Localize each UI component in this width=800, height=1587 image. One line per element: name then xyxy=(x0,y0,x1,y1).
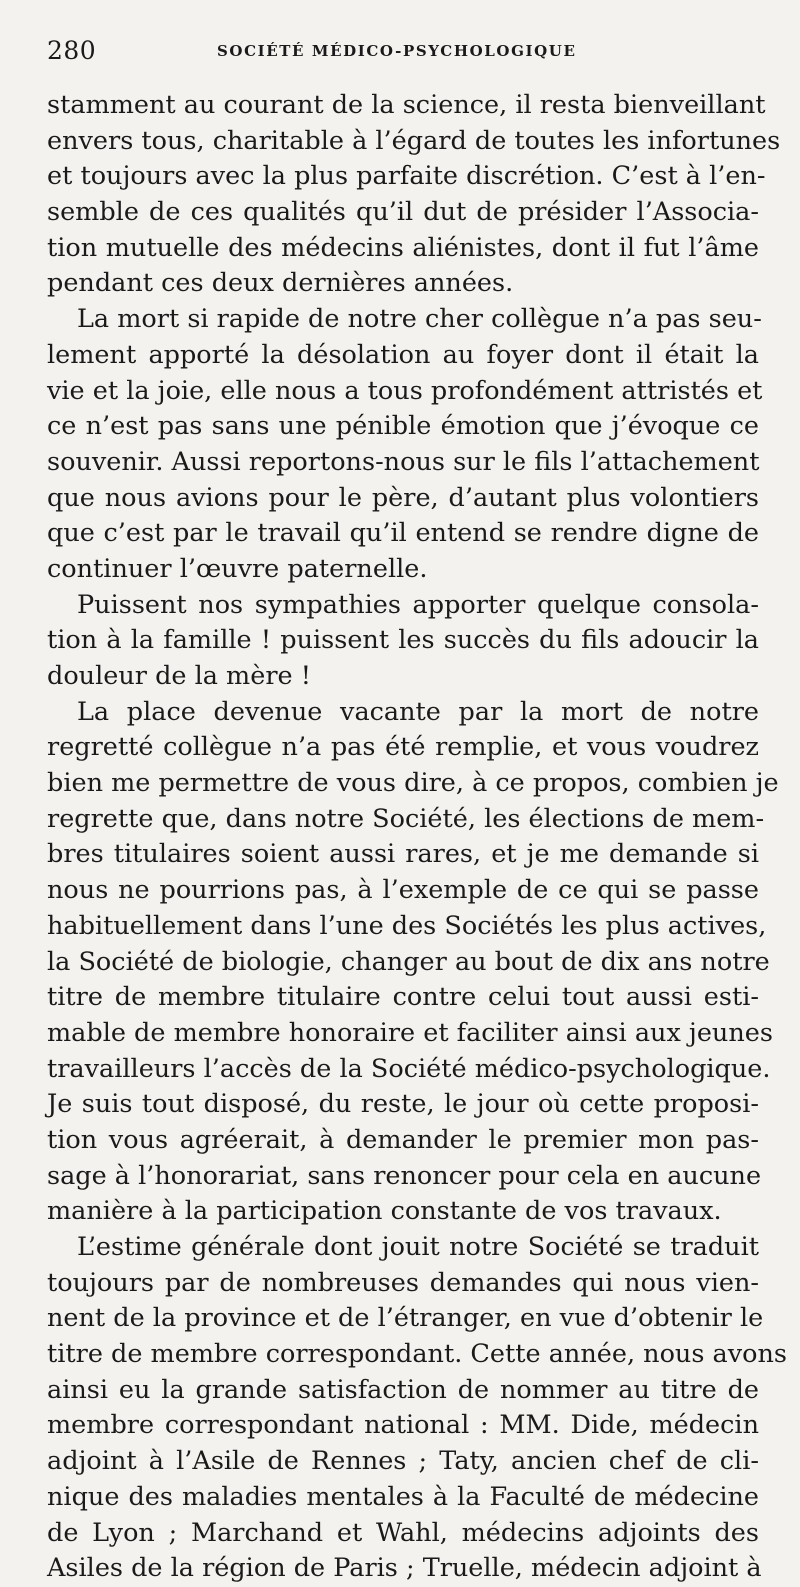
text-line: souvenir. Aussi reportons-nous sur le fils l’attachement xyxy=(47,446,760,477)
text-line: envers tous, charitable à l’égard de toutes les infortunes xyxy=(47,125,781,156)
text-line: travailleurs l’accès de la Société médico-psychologique. xyxy=(47,1053,771,1084)
text-line: pendant ces deux dernières années. xyxy=(47,268,514,299)
text-line: ainsi eu la grande satisfaction de nommer au titre de xyxy=(47,1374,759,1405)
running-head: SOCIÉTÉ MÉDICO-PSYCHOLOGIQUE xyxy=(217,42,577,60)
text-line: ce n’est pas sans une pénible émotion que j’évoque ce xyxy=(47,411,759,442)
text-line: membre correspondant national : MM. Dide, médecin xyxy=(47,1410,759,1441)
text-line: semble de ces qualités qu’il dut de présider l’Associa- xyxy=(47,197,759,228)
text-line: tion vous agréerait, à demander le premier mon pas- xyxy=(47,1124,759,1155)
text-line: adjoint à l’Asile de Rennes ; Taty, ancien chef de cli- xyxy=(47,1446,759,1477)
page-header xyxy=(47,36,760,76)
text-line: La place devenue vacante par la mort de notre xyxy=(77,696,759,727)
text-line: Puissent nos sympathies apporter quelque consola- xyxy=(77,589,759,620)
text-line: titre de membre correspondant. Cette année, nous avons xyxy=(47,1339,788,1370)
text-line: L’estime générale dont jouit notre Société se traduit xyxy=(77,1232,759,1262)
text-line: habituellement dans l’une des Sociétés les plus actives, xyxy=(47,910,767,941)
text-line: la Société de biologie, changer au bout de dix ans notre xyxy=(47,946,770,977)
text-line: Asiles de la région de Paris ; Truelle, médecin adjoint à xyxy=(47,1553,762,1584)
page-number: 280 xyxy=(47,36,97,65)
text-line: nent de la province et de l’étranger, en vue d’obtenir le xyxy=(47,1303,764,1334)
text-line: que c’est par le travail qu’il entend se rendre digne de xyxy=(47,518,759,549)
text-line: titre de membre titulaire contre celui tout aussi esti- xyxy=(47,982,759,1013)
text-line: de Lyon ; Marchand et Wahl, médecins adjoints des xyxy=(47,1517,759,1548)
text-line: manière à la participation constante de vos travaux. xyxy=(47,1196,722,1227)
text-line: douleur de la mère ! xyxy=(47,661,311,691)
text-line: tion mutuelle des médecins aliénistes, dont il fut l’âme xyxy=(47,232,759,263)
text-line: bres titulaires soient aussi rares, et je me demande si xyxy=(47,839,759,870)
text-line: La mort si rapide de notre cher collègue n’a pas seu- xyxy=(77,304,762,335)
text-line: stamment au courant de la science, il resta bienveillant xyxy=(47,90,766,120)
text-line: toujours par de nombreuses demandes qui nous vien- xyxy=(47,1267,759,1298)
text-line: vie et la joie, elle nous a tous profondément attristés et xyxy=(47,375,763,406)
text-line: que nous avions pour le père, d’autant plus volontiers xyxy=(47,482,759,513)
text-line: continuer l’œuvre paternelle. xyxy=(47,553,428,584)
text-line: nique des maladies mentales à la Faculté de médecine xyxy=(47,1481,759,1512)
text-line: et toujours avec la plus parfaite discrétion. C’est à l’en- xyxy=(47,161,766,192)
text-line: Je suis tout disposé, du reste, le jour où cette proposi- xyxy=(47,1089,759,1120)
body-text xyxy=(47,88,788,1587)
text-line: nous ne pourrions pas, à l’exemple de ce qui se passe xyxy=(47,875,759,906)
text-line: sage à l’honorariat, sans renoncer pour cela en aucune xyxy=(47,1160,762,1191)
text-line: bien me permettre de vous dire, à ce propos, combien je xyxy=(47,768,779,799)
text-line: tion à la famille ! puissent les succès du fils adoucir la xyxy=(47,625,759,656)
text-line: regretté collègue n’a pas été remplie, et vous voudrez xyxy=(47,732,759,763)
text-line: mable de membre honoraire et faciliter ainsi aux jeunes xyxy=(47,1017,773,1048)
text-line: regrette que, dans notre Société, les élections de mem- xyxy=(47,803,765,834)
text-line: lement apporté la désolation au foyer dont il était la xyxy=(47,339,759,370)
